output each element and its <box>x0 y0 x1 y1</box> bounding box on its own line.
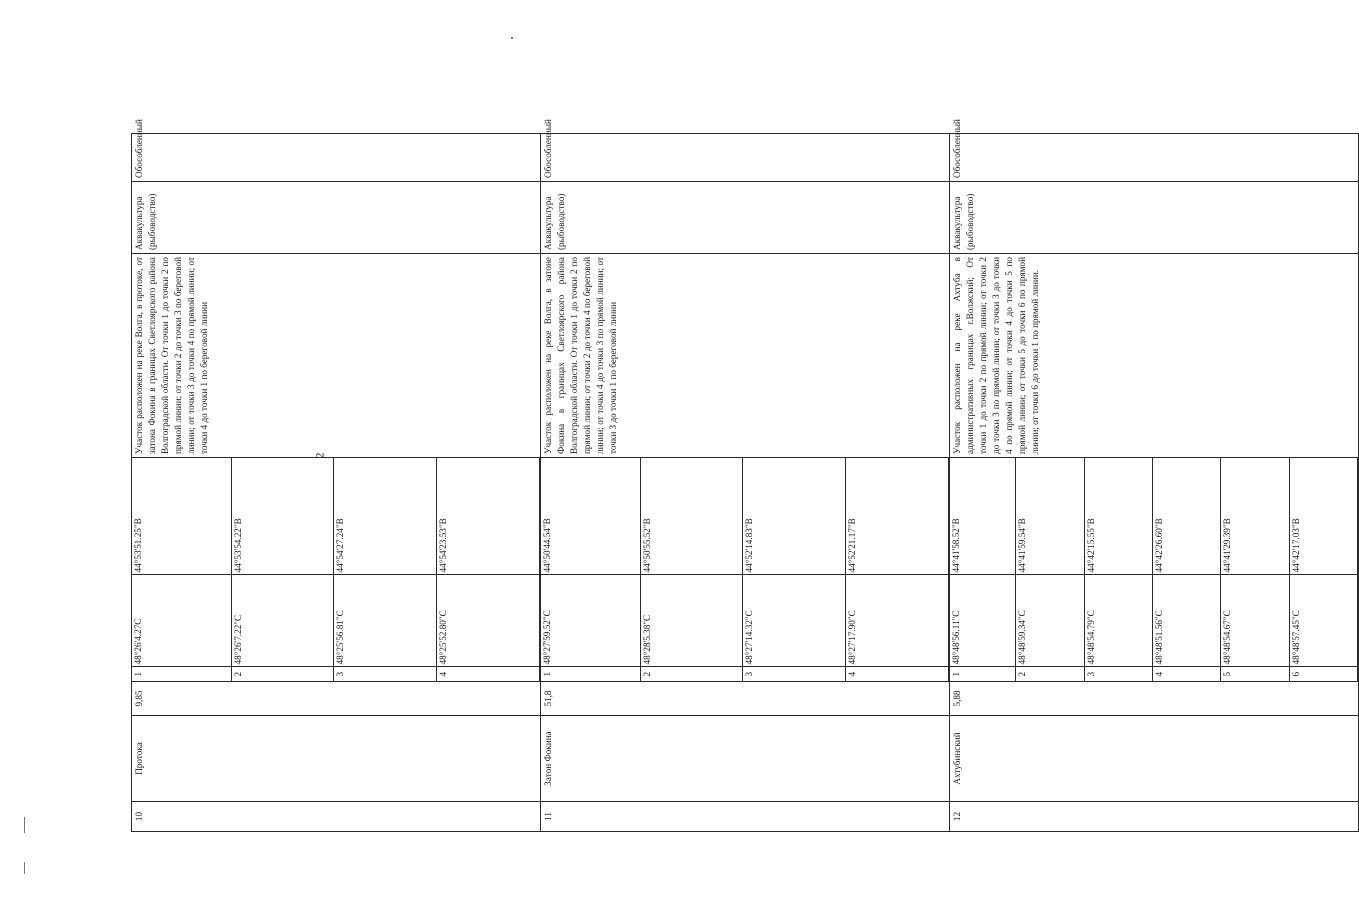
row-number: 10 <box>132 802 541 832</box>
point-longitude: 44°50'44.54"В <box>541 458 640 575</box>
coordinate-point <box>950 458 1016 681</box>
point-latitude: 48°48'56.11"С <box>950 575 1016 667</box>
table-row <box>541 134 950 832</box>
fishery-areas-table <box>131 119 1359 832</box>
point-number: 3 <box>1084 667 1152 681</box>
coordinate-point <box>1153 458 1221 681</box>
point-longitude: 44°50'55.52"В <box>640 458 743 575</box>
point-longitude: 44°54'23.53"В <box>437 458 540 575</box>
coordinate-point <box>1221 458 1289 681</box>
area-name: Ахтубинский <box>950 716 1359 802</box>
point-longitude: 44°42'17.03"В <box>1289 458 1357 575</box>
page-number: 2 <box>312 452 327 459</box>
area-type: Обособленный <box>132 134 541 182</box>
area-description: Участок расположен на реке Ахтуба в административных границах г.Волжский; От точки 1 до точки 2 по прямой линии; от точки 2 до точки 3 по прямой линии; от точки 3 до точки 4 по прямой линии; от точки 4 до точки 5 по прямой линии; от точки 5 до точки 6 по прямой линии; от точки 6 до точки 1 по прямой линии. <box>950 254 1359 458</box>
point-latitude: 48°48'54.67"С <box>1221 575 1289 667</box>
area-size: 9,85 <box>132 682 541 716</box>
point-number: 3 <box>743 667 846 681</box>
area-purpose: Аквакультура (рыбоводство) <box>541 182 950 254</box>
point-longitude: 44°42'15.55"В <box>1084 458 1152 575</box>
point-longitude: 44°41'58.52"В <box>950 458 1016 575</box>
point-latitude: 48°48'54.79"С <box>1084 575 1152 667</box>
point-number: 3 <box>334 667 437 681</box>
point-latitude: 48°25'52.80"С <box>437 575 540 667</box>
coordinate-point <box>132 458 231 681</box>
point-latitude: 48°27'59.52"С <box>541 575 640 667</box>
point-latitude: 48°26'4.27С <box>132 575 231 667</box>
point-number: 4 <box>1153 667 1221 681</box>
point-latitude: 48°27'14.32"С <box>743 575 846 667</box>
coordinates-table <box>132 458 540 681</box>
point-longitude: 44°53'51.25"В <box>132 458 231 575</box>
coordinates-table <box>541 458 949 681</box>
point-latitude: 48°27'17.90"С <box>846 575 949 667</box>
point-number: 2 <box>231 667 334 681</box>
point-longitude: 44°54'27.24"В <box>334 458 437 575</box>
area-type: Обособленный <box>950 134 1359 182</box>
coordinate-point <box>846 458 949 681</box>
area-description: Участок расположен на реке Волга, в протоке, от затона Фокина в границах Светлоярского района Волгоградской области. От точки 1 до точки 2 по прямой линии; от точки 2 до точки 3 по береговой линии; от точки 3 до точки 4 по прямой линии; от точки 4 до точки 1 по береговой линии <box>132 254 541 458</box>
point-number: 2 <box>1016 667 1084 681</box>
point-number: 1 <box>132 667 231 681</box>
coordinates-table <box>950 458 1358 681</box>
coordinate-point <box>1016 458 1084 681</box>
scan-mark <box>511 37 513 39</box>
point-number: 1 <box>950 667 1016 681</box>
area-name: Затон Фокина <box>541 716 950 802</box>
point-latitude: 48°28'5.38"С <box>640 575 743 667</box>
coordinate-point <box>1289 458 1357 681</box>
point-number: 2 <box>640 667 743 681</box>
table-row <box>132 134 541 832</box>
area-purpose: Аквакультура (рыбоводство) <box>950 182 1359 254</box>
coordinate-point <box>541 458 640 681</box>
point-number: 6 <box>1289 667 1357 681</box>
row-number: 11 <box>541 802 950 832</box>
coordinate-point <box>1084 458 1152 681</box>
table-row <box>950 134 1359 832</box>
coordinates-cell <box>950 458 1359 682</box>
point-number: 1 <box>541 667 640 681</box>
point-latitude: 48°48'57.45"С <box>1289 575 1357 667</box>
rotated-table-area <box>131 119 1301 832</box>
coordinate-point <box>640 458 743 681</box>
point-longitude: 44°52'21.17"В <box>846 458 949 575</box>
coordinate-point <box>743 458 846 681</box>
area-description: Участок расположен на реке Волга, в затоне Фокина в границах Светлоярского района Волгоградской области. От точки 1 до точки 2 по прямой линии; от точки 2 до точки 4 по береговой линии; от точки 4 до точки 3 по прямой линии; от точки 3 до точки 1 по береговой линии <box>541 254 950 458</box>
coordinates-cell <box>541 458 950 682</box>
point-number: 4 <box>846 667 949 681</box>
point-longitude: 44°42'26.60"В <box>1153 458 1221 575</box>
point-longitude: 44°41'29.39"В <box>1221 458 1289 575</box>
scan-mark <box>24 817 25 833</box>
point-longitude: 44°52'14.83"В <box>743 458 846 575</box>
area-name: Протока <box>132 716 541 802</box>
area-size: 5,88 <box>950 682 1359 716</box>
point-latitude: 48°26'7.22"С <box>231 575 334 667</box>
point-number: 5 <box>1221 667 1289 681</box>
point-latitude: 48°25'56.81"С <box>334 575 437 667</box>
coordinate-point <box>437 458 540 681</box>
coordinate-point <box>231 458 334 681</box>
coordinate-point <box>334 458 437 681</box>
point-longitude: 44°41'59.54"В <box>1016 458 1084 575</box>
point-latitude: 48°48'59.34"С <box>1016 575 1084 667</box>
point-longitude: 44°53'54.22"В <box>231 458 334 575</box>
point-latitude: 48°48'51.56"С <box>1153 575 1221 667</box>
area-purpose: Аквакультура (рыбоводство) <box>132 182 541 254</box>
scan-mark <box>24 862 25 874</box>
area-size: 51,8 <box>541 682 950 716</box>
row-number: 12 <box>950 802 1359 832</box>
coordinates-cell <box>132 458 541 682</box>
rotated-table <box>131 119 1301 832</box>
point-number: 4 <box>437 667 540 681</box>
area-type: Обособленный <box>541 134 950 182</box>
